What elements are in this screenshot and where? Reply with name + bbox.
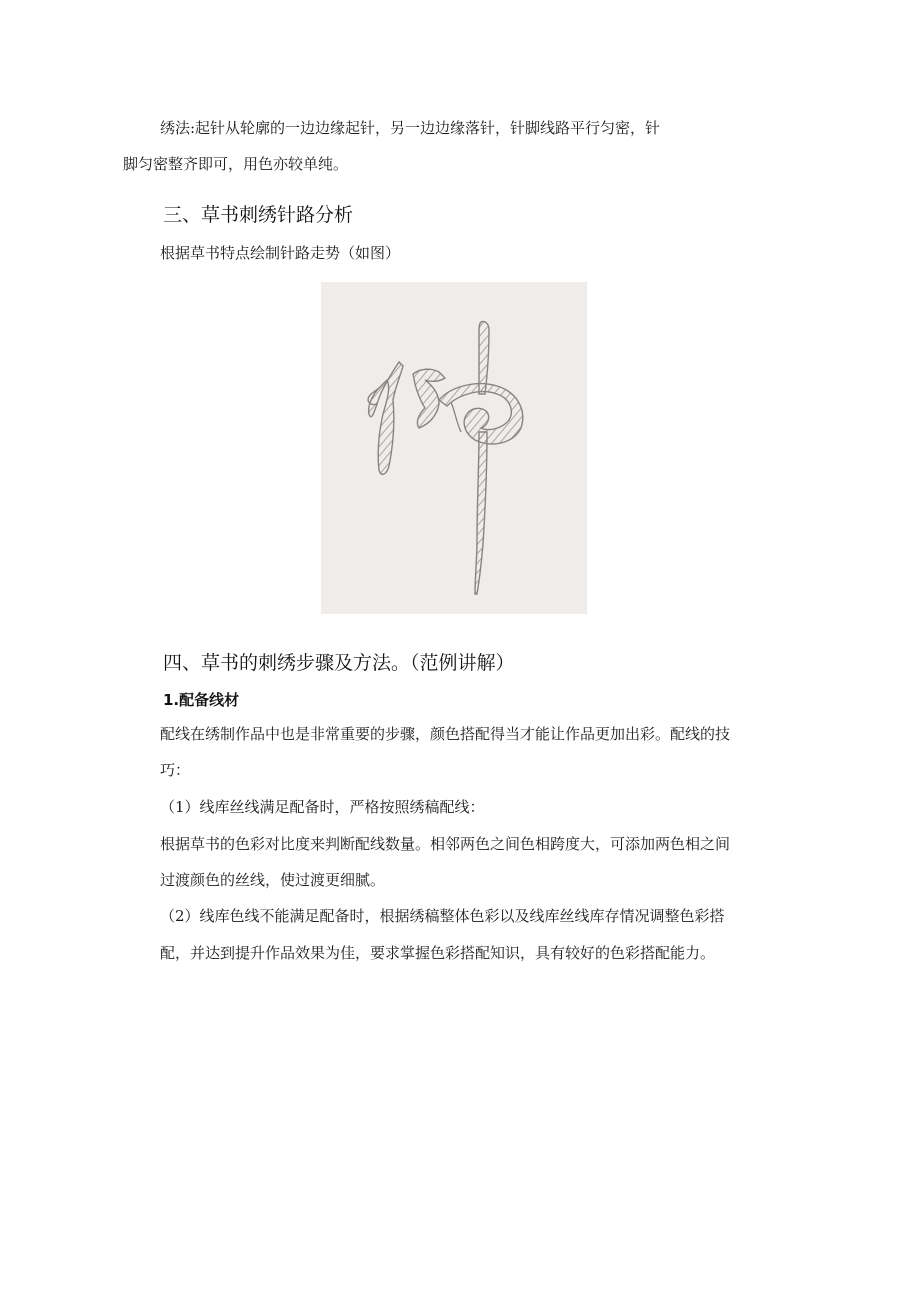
item-1-title: （1）线库丝线满足配备时，严格按照绣稿配线： [160,798,485,816]
sub-1-title: 1.配备线材 [163,691,240,709]
method-line-2: 脚匀密整齐即可，用色亦较单纯。 [123,155,349,173]
para-1-line-2: 巧： [160,761,191,779]
para-1-line-1: 配线在绣制作品中也是非常重要的步骤，颜色搭配得当才能让作品更加出彩。配线的技 [160,725,731,743]
section-3-heading: 三、草书刺绣针路分析 [163,204,354,226]
item-2-line-2: 配，并达到提升作品效果为佳，要求掌握色彩搭配知识，具有较好的色彩搭配能力。 [160,944,716,962]
item-1-line-2: 过渡颜色的丝线，使过渡更细腻。 [160,871,386,889]
item-2-line-1: （2）线库色线不能满足配备时，根据绣稿整体色彩以及线库丝线库存情况调整色彩搭 [160,907,725,925]
section-4-heading: 四、草书的刺绣步骤及方法。（范例讲解） [163,652,515,674]
cursive-character-drawing [321,282,587,614]
stitch-path-figure [321,282,587,614]
item-1-line-1: 根据草书的色彩对比度来判断配线数量。相邻两色之间色相跨度大，可添加两色相之间 [160,835,731,853]
section-3-intro: 根据草书特点绘制针路走势（如图） [160,244,401,262]
method-line-1: 绣法:起针从轮廓的一边边缘起针，另一边边缘落针，针脚线路平行匀密，针 [160,119,661,137]
